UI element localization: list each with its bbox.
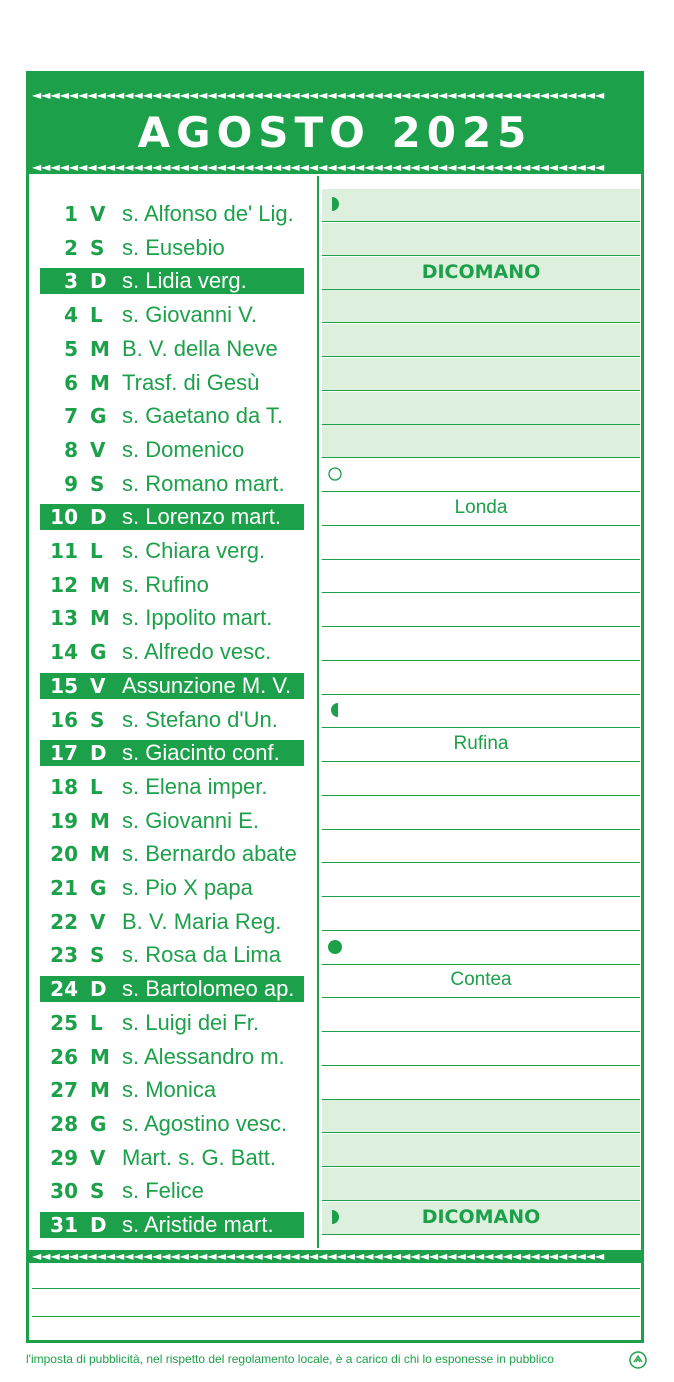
weekday-letter: D bbox=[90, 977, 107, 1002]
note-row bbox=[322, 628, 640, 661]
note-label: Contea bbox=[450, 969, 512, 991]
day-row bbox=[40, 875, 304, 901]
saint-name: s. Gaetano da T. bbox=[122, 403, 284, 429]
saint-name: s. Ippolito mart. bbox=[122, 605, 273, 631]
saint-name: Trasf. di Gesù bbox=[122, 369, 260, 395]
day-row bbox=[40, 740, 304, 766]
saint-name: s. Chiara verg. bbox=[122, 538, 266, 563]
weekday-letter: V bbox=[90, 673, 106, 698]
day-number: 9 bbox=[64, 471, 78, 496]
saint-name: Assunzione M. V. bbox=[122, 672, 292, 698]
weekday-letter: D bbox=[90, 505, 107, 530]
weekday-letter: G bbox=[90, 404, 107, 429]
day-row bbox=[40, 1212, 304, 1238]
header-ornament-bottom: ◄◄◄◄◄◄◄◄◄◄◄◄◄◄◄◄◄◄◄◄◄◄◄◄◄◄◄◄◄◄◄◄◄◄◄◄◄◄◄◄◄◄◄◄◄◄◄◄◄◄◄◄◄◄◄◄◄◄◄◄◄◄ bbox=[32, 162, 605, 173]
weekday-letter: L bbox=[90, 539, 103, 563]
day-number: 4 bbox=[64, 303, 78, 328]
saint-name: s. Elena imper. bbox=[122, 773, 268, 799]
saint-name: s. Bartolomeo ap. bbox=[122, 976, 295, 1002]
weekday-letter: M bbox=[90, 1044, 110, 1069]
day-number: 8 bbox=[64, 437, 78, 462]
saint-name: s. Giovanni V. bbox=[122, 302, 257, 328]
day-row bbox=[40, 201, 304, 227]
note-row bbox=[322, 459, 640, 492]
day-row bbox=[40, 808, 304, 834]
day-number: 17 bbox=[50, 741, 78, 766]
note-label: DICOMANO bbox=[421, 260, 541, 283]
weekday-letter: V bbox=[90, 1145, 106, 1170]
day-number: 11 bbox=[50, 539, 78, 563]
saint-name: s. Romano mart. bbox=[122, 470, 285, 496]
first-quarter-moon-icon bbox=[328, 197, 342, 211]
saint-name: s. Pio X papa bbox=[122, 875, 253, 900]
note-row bbox=[322, 425, 640, 458]
weekday-letter: V bbox=[90, 437, 106, 462]
note-row bbox=[322, 223, 640, 256]
day-number: 25 bbox=[50, 1010, 78, 1035]
day-number: 29 bbox=[50, 1145, 78, 1170]
day-row bbox=[40, 336, 304, 362]
weekday-letter: M bbox=[90, 336, 110, 361]
day-number: 22 bbox=[50, 909, 78, 934]
day-row bbox=[40, 605, 304, 631]
weekday-letter: M bbox=[90, 572, 110, 597]
note-row bbox=[322, 1202, 640, 1235]
day-row bbox=[40, 538, 304, 564]
day-row bbox=[40, 639, 304, 665]
weekday-letter: S bbox=[90, 1179, 105, 1204]
day-number: 12 bbox=[50, 572, 78, 597]
note-row bbox=[322, 324, 640, 357]
day-number: 26 bbox=[50, 1044, 78, 1069]
day-number: 13 bbox=[50, 606, 78, 631]
day-row bbox=[40, 1010, 304, 1036]
weekday-letter: V bbox=[90, 202, 106, 226]
saint-name: s. Alfredo vesc. bbox=[122, 639, 272, 665]
note-row bbox=[322, 864, 640, 897]
day-row bbox=[40, 707, 304, 733]
note-row bbox=[322, 1067, 640, 1100]
saint-name: s. Agostino vesc. bbox=[122, 1110, 288, 1136]
note-row bbox=[322, 1100, 640, 1133]
note-row bbox=[322, 1033, 640, 1066]
weekday-letter: L bbox=[90, 774, 103, 799]
note-row bbox=[322, 729, 640, 762]
weekday-letter: L bbox=[90, 1010, 103, 1035]
day-row bbox=[40, 1178, 304, 1204]
day-number: 15 bbox=[50, 673, 78, 698]
weekday-letter: M bbox=[90, 370, 110, 395]
note-row bbox=[322, 358, 640, 391]
saint-name: s. Bernardo abate bbox=[122, 841, 297, 867]
day-number: 21 bbox=[50, 876, 78, 900]
note-row bbox=[322, 965, 640, 998]
day-number: 3 bbox=[64, 269, 78, 294]
day-row bbox=[40, 1044, 304, 1070]
saint-name: s. Felice bbox=[122, 1178, 204, 1204]
weekday-letter: D bbox=[90, 1213, 107, 1237]
day-row bbox=[40, 268, 304, 294]
day-row bbox=[40, 437, 304, 463]
day-number: 2 bbox=[64, 235, 78, 260]
saint-name: s. Aristide mart. bbox=[122, 1212, 274, 1237]
day-number: 16 bbox=[50, 707, 78, 732]
day-number: 28 bbox=[50, 1111, 78, 1136]
saint-name: B. V. della Neve bbox=[122, 335, 278, 361]
note-row bbox=[322, 898, 640, 931]
note-row bbox=[322, 763, 640, 796]
footer-note-line bbox=[32, 1316, 640, 1317]
note-row bbox=[322, 290, 640, 323]
saint-name: s. Domenico bbox=[122, 436, 245, 462]
saint-name: B. V. Maria Reg. bbox=[122, 908, 282, 934]
weekday-letter: L bbox=[90, 303, 103, 328]
note-row bbox=[322, 932, 640, 965]
day-row bbox=[40, 1145, 304, 1171]
day-row bbox=[40, 909, 304, 935]
weekday-letter: G bbox=[90, 876, 107, 900]
day-number: 5 bbox=[64, 336, 78, 361]
day-number: 24 bbox=[50, 977, 78, 1002]
saint-name: s. Eusebio bbox=[122, 234, 225, 260]
day-row bbox=[40, 1111, 304, 1137]
day-row bbox=[40, 235, 304, 261]
note-label: DICOMANO bbox=[421, 1205, 541, 1228]
weekday-letter: M bbox=[90, 842, 110, 867]
day-number: 14 bbox=[50, 640, 78, 665]
printer-logo-icon bbox=[629, 1351, 647, 1369]
day-row bbox=[40, 302, 304, 328]
saint-name: s. Luigi dei Fr. bbox=[122, 1009, 259, 1035]
saint-name: s. Stefano d'Un. bbox=[122, 706, 278, 732]
day-number: 10 bbox=[50, 505, 78, 530]
weekday-letter: M bbox=[90, 606, 110, 631]
weekday-letter: G bbox=[90, 640, 107, 665]
last-quarter-moon-icon bbox=[328, 703, 342, 717]
day-row bbox=[40, 841, 304, 867]
new-moon-icon bbox=[328, 940, 342, 954]
note-row bbox=[322, 695, 640, 728]
day-row bbox=[40, 1077, 304, 1103]
day-row bbox=[40, 504, 304, 530]
note-row bbox=[322, 662, 640, 695]
day-row bbox=[40, 572, 304, 598]
day-number: 7 bbox=[64, 404, 78, 429]
saint-name: s. Monica bbox=[122, 1077, 217, 1103]
day-row bbox=[40, 403, 304, 429]
note-row bbox=[322, 1134, 640, 1167]
weekday-letter: V bbox=[90, 909, 106, 934]
note-row bbox=[322, 493, 640, 526]
day-row bbox=[40, 774, 304, 800]
weekday-letter: S bbox=[90, 235, 105, 260]
day-number: 27 bbox=[50, 1078, 78, 1103]
day-row bbox=[40, 370, 304, 396]
note-row bbox=[322, 189, 640, 222]
note-row bbox=[322, 1168, 640, 1201]
day-row bbox=[40, 976, 304, 1002]
note-row bbox=[322, 797, 640, 830]
day-number: 23 bbox=[50, 943, 78, 968]
footer-ornament: ◄◄◄◄◄◄◄◄◄◄◄◄◄◄◄◄◄◄◄◄◄◄◄◄◄◄◄◄◄◄◄◄◄◄◄◄◄◄◄◄◄◄◄◄◄◄◄◄◄◄◄◄◄◄◄◄◄◄◄◄◄◄ bbox=[29, 1250, 641, 1263]
day-number: 19 bbox=[50, 808, 78, 833]
day-number: 31 bbox=[50, 1213, 78, 1237]
saint-name: s. Giovanni E. bbox=[122, 807, 259, 833]
month-title: AGOSTO 2025 bbox=[137, 108, 533, 157]
note-row bbox=[322, 830, 640, 863]
note-row bbox=[322, 560, 640, 593]
weekday-letter: S bbox=[90, 943, 105, 968]
day-number: 6 bbox=[64, 370, 78, 395]
note-row bbox=[322, 257, 640, 290]
saint-name: s. Lorenzo mart. bbox=[122, 504, 281, 530]
tax-disclaimer: l'imposta di pubblicità, nel rispetto del regolamento locale, è a carico di chi lo esponesse in pubblico bbox=[26, 1352, 554, 1366]
note-row bbox=[322, 594, 640, 627]
day-number: 18 bbox=[50, 774, 78, 799]
saint-name: s. Alfonso de' Lig. bbox=[122, 201, 294, 226]
day-number: 20 bbox=[50, 842, 78, 867]
weekday-letter: M bbox=[90, 1078, 110, 1103]
weekday-letter: G bbox=[90, 1111, 107, 1136]
weekday-letter: S bbox=[90, 471, 105, 496]
saint-name: s. Rufino bbox=[122, 571, 209, 597]
column-divider bbox=[317, 176, 319, 1248]
note-label: Londa bbox=[454, 496, 508, 518]
weekday-letter: D bbox=[90, 741, 107, 766]
full-moon-icon bbox=[328, 467, 342, 481]
footer-note-line bbox=[32, 1288, 640, 1289]
note-row bbox=[322, 527, 640, 560]
saint-name: s. Giacinto conf. bbox=[122, 740, 280, 766]
day-number: 1 bbox=[64, 202, 78, 226]
weekday-letter: S bbox=[90, 707, 105, 732]
saint-name: s. Rosa da Lima bbox=[122, 942, 281, 968]
note-row bbox=[322, 392, 640, 425]
weekday-letter: D bbox=[90, 269, 107, 294]
saint-name: s. Lidia verg. bbox=[122, 268, 247, 294]
day-number: 30 bbox=[50, 1179, 78, 1204]
header-ornament-top: ◄◄◄◄◄◄◄◄◄◄◄◄◄◄◄◄◄◄◄◄◄◄◄◄◄◄◄◄◄◄◄◄◄◄◄◄◄◄◄◄◄◄◄◄◄◄◄◄◄◄◄◄◄◄◄◄◄◄◄◄◄◄ bbox=[32, 90, 605, 101]
day-row bbox=[40, 942, 304, 968]
saint-name: s. Alessandro m. bbox=[122, 1043, 285, 1069]
saint-name: Mart. s. G. Batt. bbox=[122, 1144, 277, 1170]
note-row bbox=[322, 999, 640, 1032]
day-row bbox=[40, 471, 304, 497]
note-label: Rufina bbox=[453, 733, 509, 754]
day-row bbox=[40, 673, 304, 699]
weekday-letter: M bbox=[90, 808, 110, 833]
